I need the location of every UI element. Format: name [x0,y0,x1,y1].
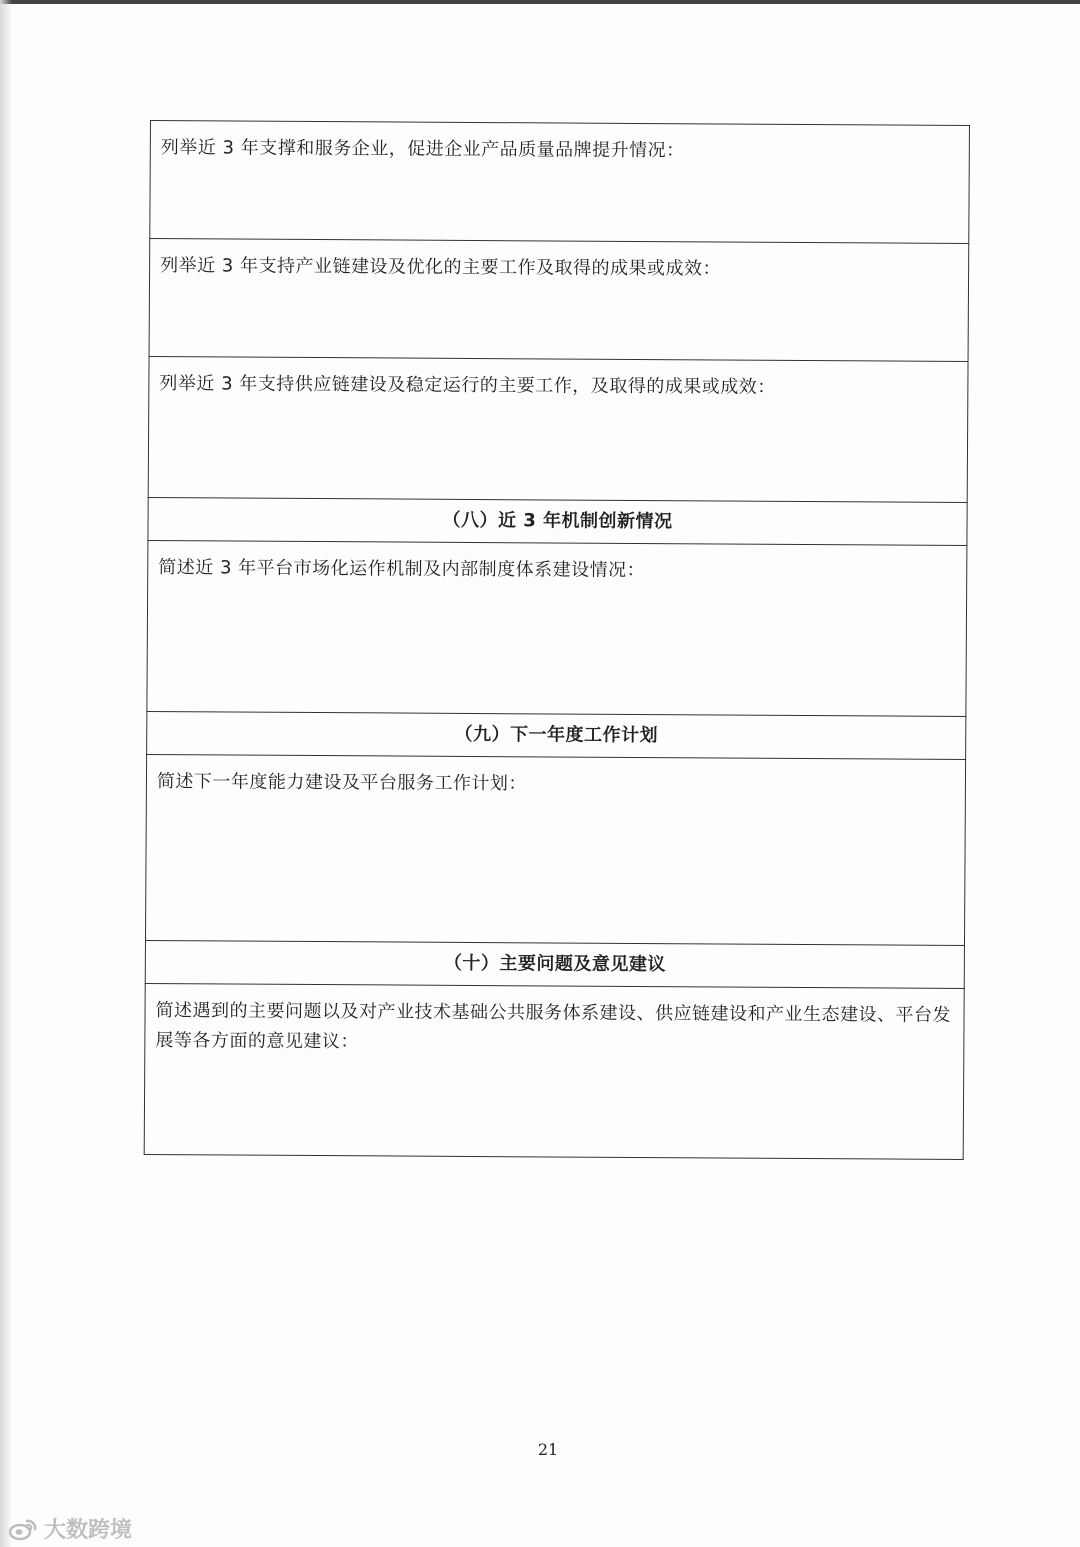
form-row [149,239,969,362]
form-row [144,983,964,1159]
field-prompt: 列举近 3 年支持供应链建设及稳定运行的主要工作，及取得的成果或成效： [159,373,776,398]
form-row [148,497,967,545]
form-row [147,540,967,716]
page-number: 21 [537,1440,559,1459]
field-prompt: 列举近 3 年支持产业链建设及优化的主要工作及取得的成果或成效： [160,255,722,280]
field-prompt: 简述下一年度能力建设及平台服务工作计划： [156,771,528,795]
field-prompt: 简述近 3 年平台市场化运作机制及内部制度体系建设情况： [158,557,646,582]
mechanism-innovation-field[interactable] [147,540,967,716]
section-heading-mechanism: （八）近 3 年机制创新情况 [148,497,967,545]
form-row [147,711,966,759]
form-row [145,754,965,945]
watermark-text: 大数跨境 [44,1518,133,1543]
scan-top-edge [0,0,1080,4]
industry-chain-field[interactable] [149,239,969,362]
watermark [8,1513,132,1544]
field-prompt: 简述遇到的主要问题以及对产业技术基础公共服务体系建设、供应链建设和产业生态建设、平台发展等各方面的意见建议： [155,1000,952,1053]
form-row [145,940,964,988]
form-row [148,356,968,502]
quality-brand-field[interactable] [150,121,970,244]
issues-suggestions-field[interactable] [144,983,964,1159]
form-row [150,121,970,244]
section-heading-issues: （十）主要问题及意见建议 [145,940,964,988]
supply-chain-field[interactable] [148,356,968,502]
scan-left-shadow [0,0,12,1547]
weibo-logo-icon [8,1517,38,1541]
work-plan-field[interactable] [145,754,965,945]
field-prompt: 列举近 3 年支撑和服务企业，促进企业产品质量品牌提升情况： [160,137,685,162]
report-form-table [144,120,970,1160]
section-heading-work-plan: （九）下一年度工作计划 [147,711,966,759]
